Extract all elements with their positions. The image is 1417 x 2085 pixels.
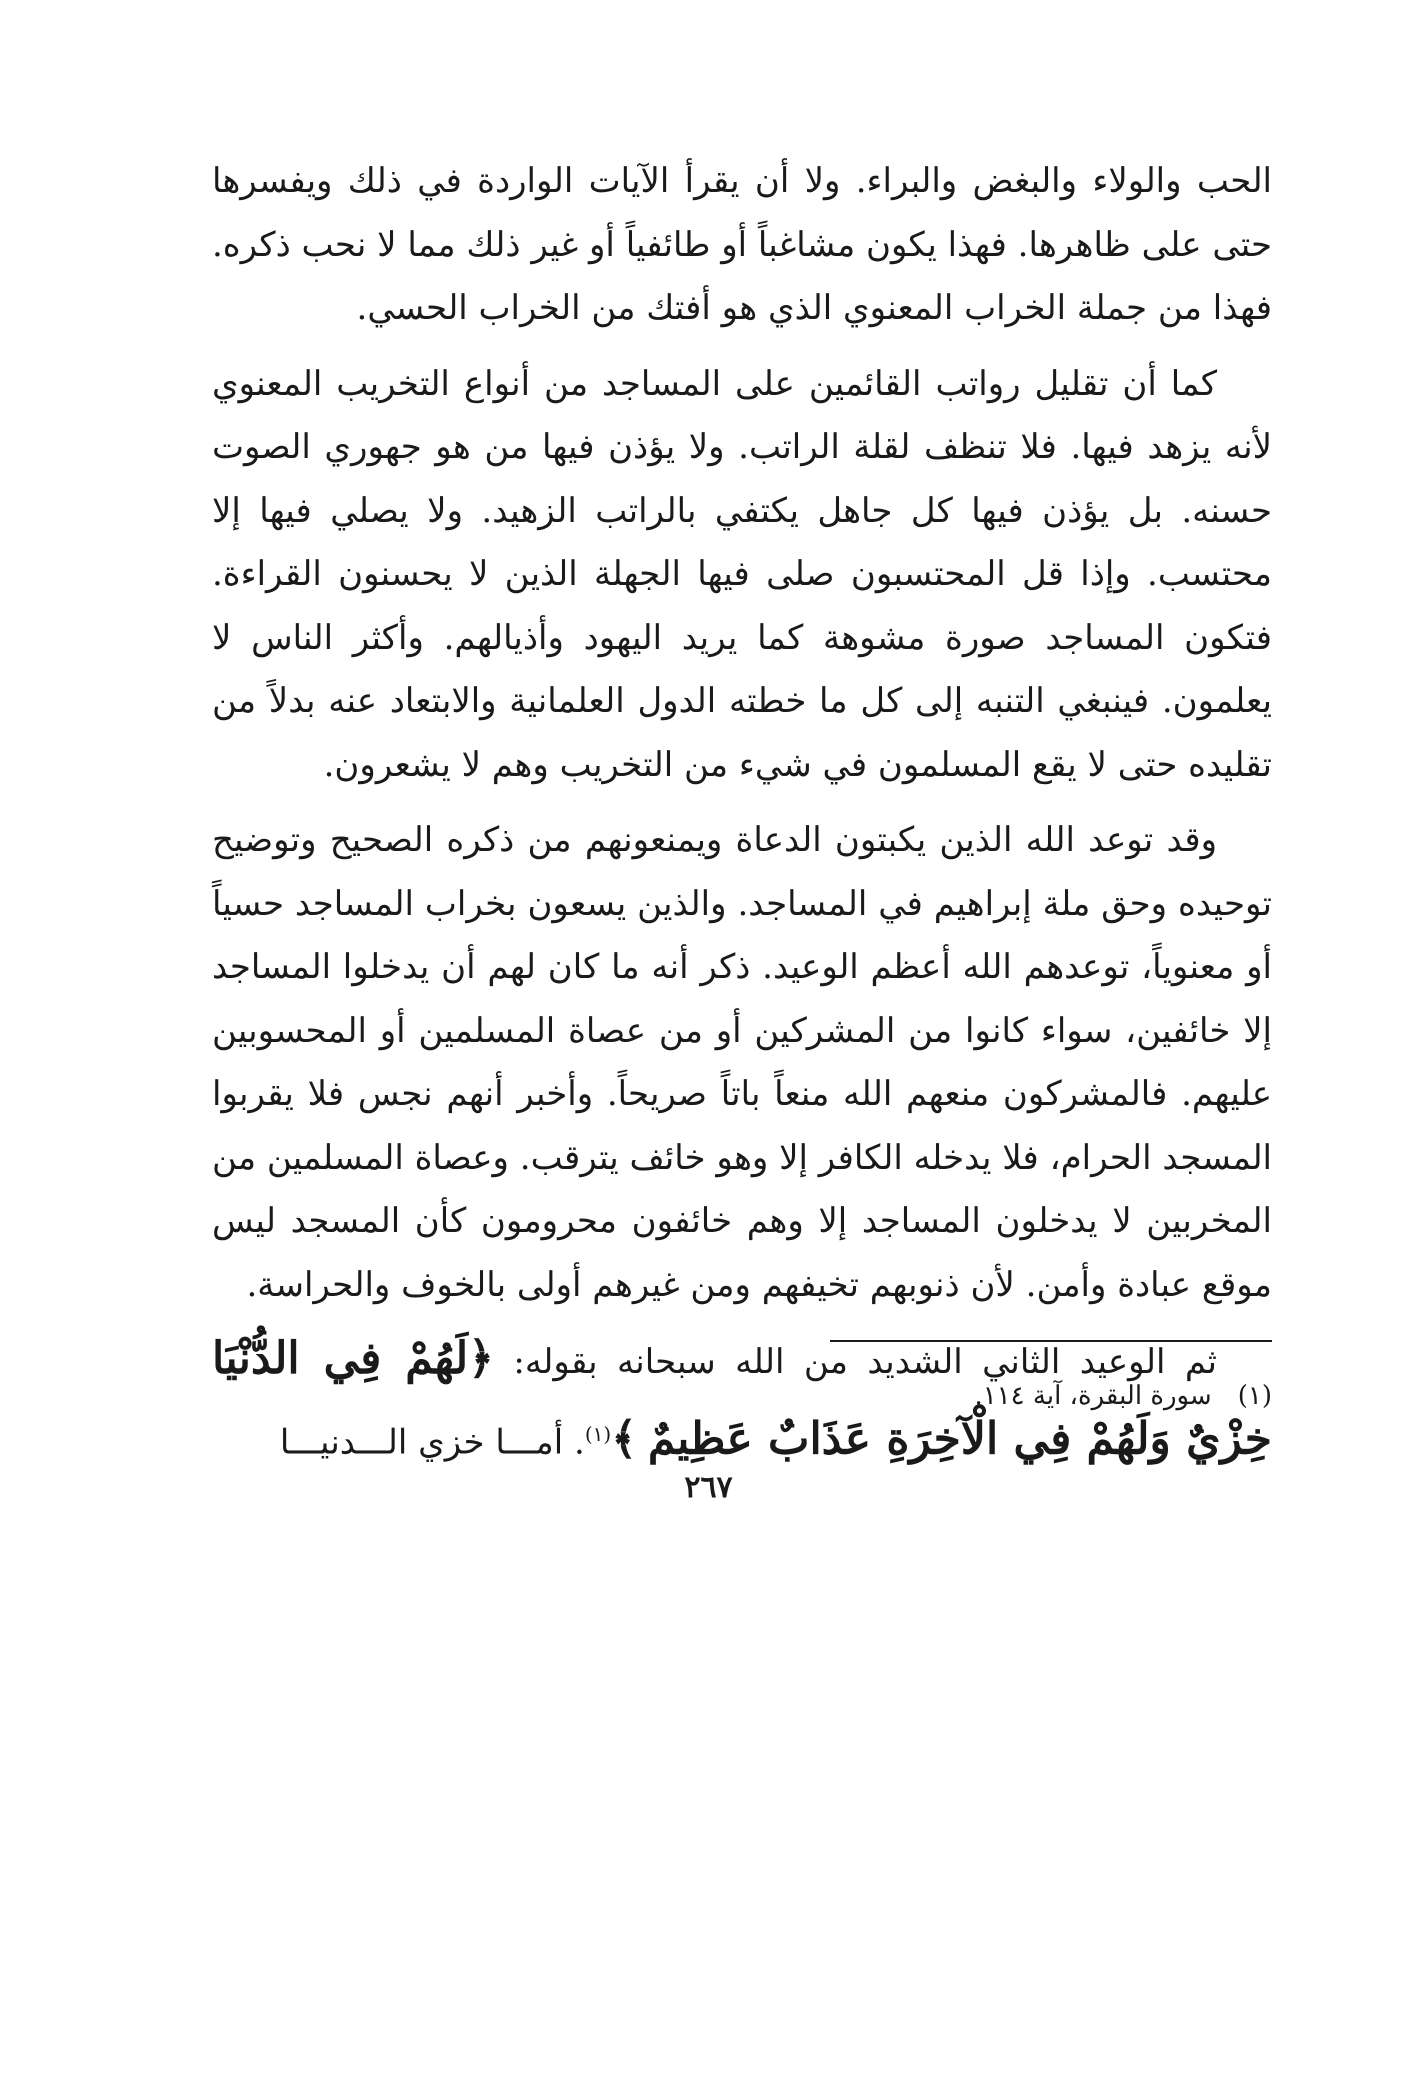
page-number: ٢٦٧ — [684, 1470, 733, 1505]
footnote-text: سورة البقرة، آية ١١٤. — [974, 1381, 1212, 1411]
paragraph-1: الحب والولاء والبغض والبراء. ولا أن يقرأ الآيات الواردة في ذلك ويفسرها حتى على ظاهرها. فهذا يكون مشاغباً أو طائفياً أو غير ذلك مما لا نحب ذكره. فهذا من جملة الخراب المعنوي الذي هو أفتك من الخراب الحسي. — [212, 161, 1272, 328]
footnote-number: (١) — [1237, 1381, 1272, 1411]
footnote-reference: (١) — [584, 1422, 612, 1446]
paragraph-3: وقد توعد الله الذين يكبتون الدعاة ويمنعونهم من ذكره الصحيح وتوضيح توحيده وحق ملة إبراهيم في المساجد. والذين يسعون بخراب المساجد حسياً أو معنوياً، توعدهم الله أعظم الوعيد. ذكر أنه ما كان لهم أن يدخلوا المساجد إلا خائفين، سواء كانوا من المشركين أو من عصاة المسلمين أو المحسوبين عليهم. فالمشركون منعهم الله منعاً باتاً صريحاً. وأخبر أنهم نجس فلا يقربوا المسجد الحرام، فلا يدخله الكافر إلا وهو خائف يترقب. وعصاة المسلمين من المخربين لا يدخلون المساجد إلا وهم خائفون محرومون كأن المسجد ليس موقع عبادة وأمن. لأن ذنوبهم تخيفهم ومن غيرهم أولى بالخوف والحراسة. — [212, 820, 1272, 1305]
footnote-divider — [830, 1340, 1272, 1342]
footnote — [212, 1378, 1272, 1414]
paragraph-2: كما أن تقليل رواتب القائمين على المساجد من أنواع التخريب المعنوي لأنه يزهد فيها. فلا تنظف لقلة الراتب. ولا يؤذن فيها من هو جهوري الصوت حسنه. بل يؤذن فيها كل جاهل يكتفي بالراتب الزهيد. ولا يصلي فيها إلا محتسب. وإذا قل المحتسبون صلى فيها الجهلة الذين لا يحسنون القراءة. فتكون المساجد صورة مشوهة كما يريد اليهود وأذيالهم. وأكثر الناس لا يعلمون. فينبغي التنبه إلى كل ما خطته الدول العلمانية والابتعاد عنه بدلاً من تقليده حتى لا يقع المسلمون في شيء من التخريب وهم لا يشعرون. — [212, 363, 1272, 785]
quran-open-bracket: ﴿ — [468, 1333, 494, 1384]
paragraph-4-tail: . أمـــا خزي الـــدنيـــا — [279, 1422, 585, 1463]
body-text — [212, 150, 1272, 1478]
quran-verse: لَهُمْ فِي الدُّنْيَا خِزْيٌ وَلَهُمْ فِي الْآخِرَةِ عَذَابٌ عَظِيمٌ — [212, 1333, 1272, 1465]
paragraph-4-lead: ثم الوعيد الثاني الشديد من الله سبحانه بقوله: — [513, 1342, 1217, 1382]
quran-close-bracket: ﴾ — [611, 1413, 637, 1465]
